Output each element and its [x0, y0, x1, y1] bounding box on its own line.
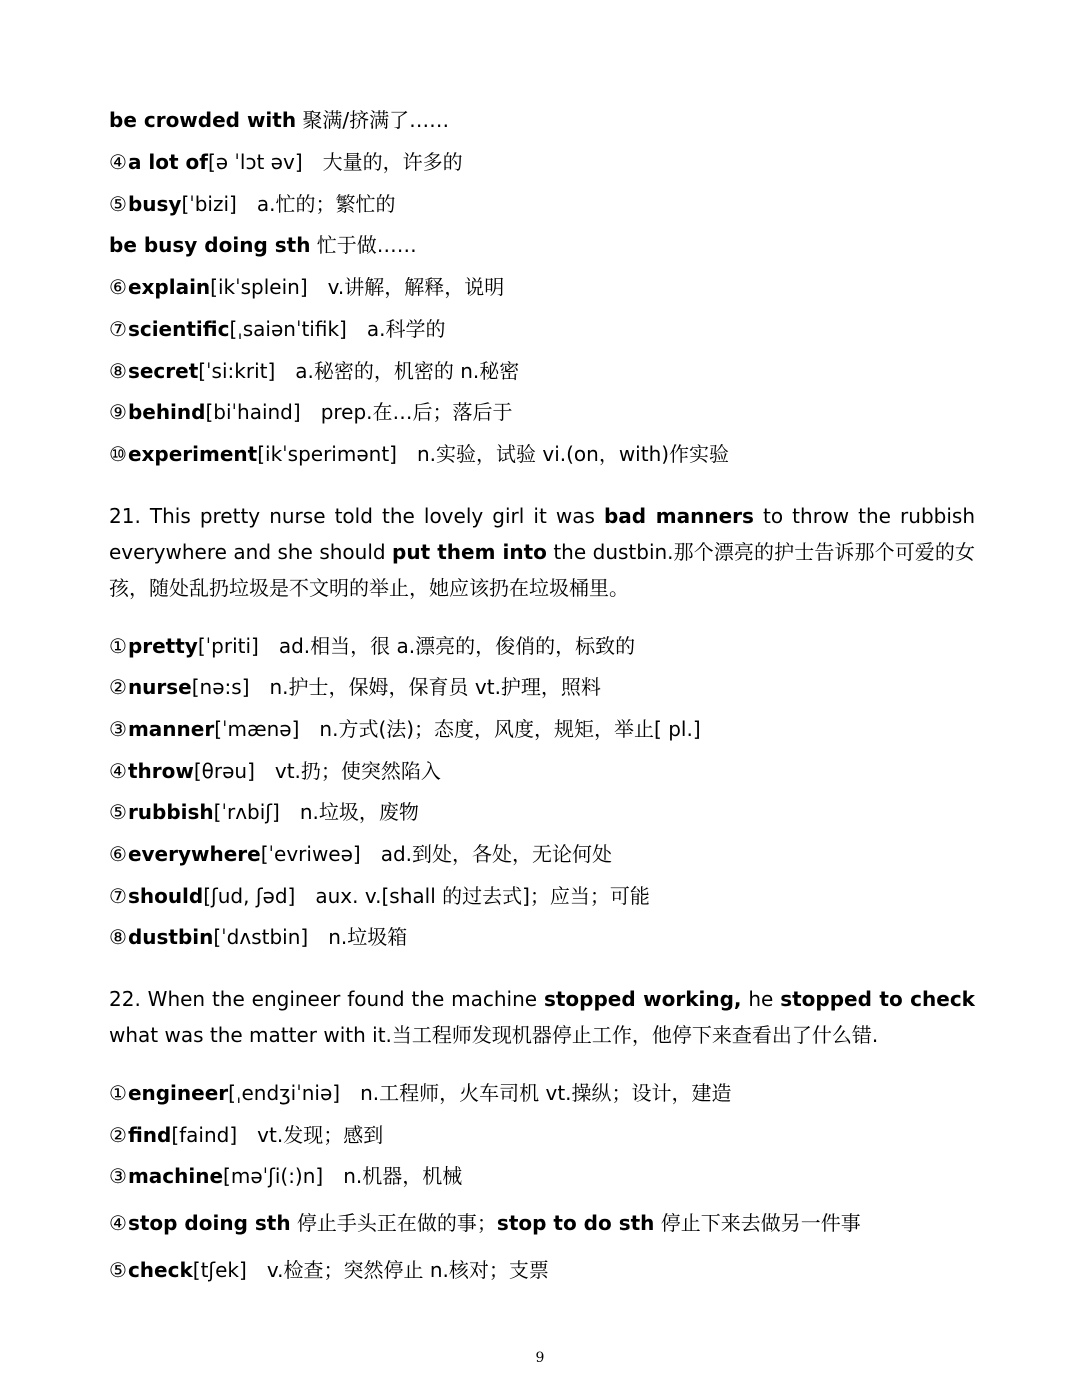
vocab-line: ⑧dustbin[ˈdʌstbin] n.垃圾箱 [109, 925, 408, 949]
vocab-line: ⑧secret[ˈsi:krit] a.秘密的，机密的 n.秘密 [109, 359, 520, 383]
vocab-line: ③manner[ˈmænə] n.方式(法)；态度，风度，规矩，举止[ pl.] [109, 717, 701, 741]
vocab-line: ⑤check[tʃek] v.检查；突然停止 n.核对；支票 [109, 1258, 549, 1282]
vocab-line: be crowded with 聚满/挤满了…… [109, 108, 450, 132]
vocab-line: ④stop doing sth 停止手头正在做的事；stop to do sth 停止下来去做另一件事 [109, 1211, 861, 1235]
vocab-line: ⑤rubbish[ˈrʌbiʃ] n.垃圾，废物 [109, 800, 419, 824]
example-sentence-22: 22. When the engineer found the machine stopped working, he stopped to check what was the matter with it.当工程师发现机器停止工作，他停下来查看出了什么错. [109, 987, 975, 1047]
vocab-line: ⑦scientific[ˌsaiənˈtifik] a.科学的 [109, 317, 446, 341]
page-number: 9 [535, 1350, 545, 1366]
vocab-line: ⑦should[ʃud, ʃəd] aux. v.[shall 的过去式]；应当；可能 [109, 884, 650, 908]
vocab-line: ⑥everywhere[ˈevriweə] ad.到处，各处，无论何处 [109, 842, 613, 866]
vocab-line: be busy doing sth 忙于做…… [109, 233, 417, 257]
vocab-line: ③machine[məˈʃi(:)n] n.机器，机械 [109, 1164, 463, 1188]
vocab-line: ②find[faind] vt.发现；感到 [109, 1123, 384, 1147]
vocab-line: ⑨behind[biˈhaind] prep.在…后；落后于 [109, 400, 513, 424]
vocab-line: ⑤busy[ˈbizi] a.忙的；繁忙的 [109, 192, 396, 216]
vocab-line: ④throw[θrəu] vt.扔；使突然陷入 [109, 759, 441, 783]
vocab-line: ④a lot of[ə ˈlɔt əv] 大量的，许多的 [109, 150, 463, 174]
vocab-line: ②nurse[nə:s] n.护士，保姆，保育员 vt.护理，照料 [109, 675, 601, 699]
vocab-line: ⑥explain[ikˈsplein] v.讲解，解释，说明 [109, 275, 505, 299]
vocab-line: ⑩experiment[ikˈsperimənt] n.实验，试验 vi.(on，with)作实验 [109, 442, 730, 466]
vocab-line: ①engineer[ˌendʒiˈniə] n.工程师，火车司机 vt.操纵；设计，建造 [109, 1081, 732, 1105]
vocab-line: ①pretty[ˈpriti] ad.相当，很 a.漂亮的，俊俏的，标致的 [109, 634, 636, 658]
example-sentence-21: 21. This pretty nurse told the lovely girl it was bad manners to throw the rubbish everywhere and she should put them into the dustbin.那个漂亮的护士告诉那个可爱的女孩，随处乱扔垃圾是不文明的举止，她应该扔在垃圾桶里。 [109, 504, 975, 600]
